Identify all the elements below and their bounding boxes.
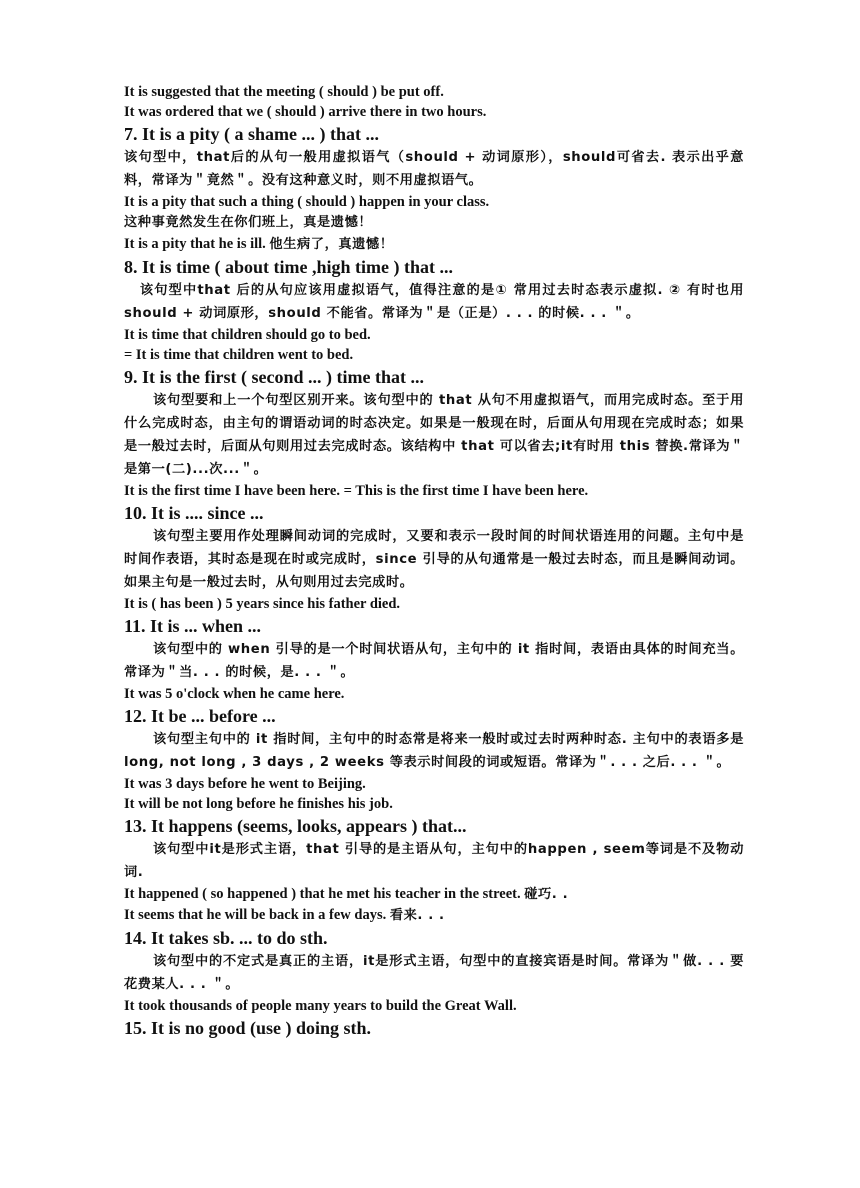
example-sentence: It will be not long before he finishes his job. — [124, 796, 393, 812]
example-translation: 看来. . . — [389, 908, 445, 923]
example-sentence: It was 3 days before he went to Beijing. — [124, 776, 366, 792]
section-explanation-14: 该句型中的不定式是真正的主语，it是形式主语，句型中的直接宾语是时间。常译为＂做. . . 要花费某人. . . ＂。 — [124, 954, 744, 992]
example-sentence: It took thousands of people many years to build the Great Wall. — [124, 998, 517, 1014]
section-heading-7: 7. It is a pity ( a shame ... ) that ... — [124, 124, 379, 144]
example-sentence — [124, 884, 744, 905]
example-translation: 这种事竟然发生在你们班上，真是遗憾！ — [124, 215, 373, 230]
section-explanation-9: 该句型要和上一个句型区别开来。该句型中的 that 从句不用虚拟语气，而用完成时态。至于用什么完成时态，由主句的谓语动词的时态决定。如果是一般现在时，后面从句用现在完成时态；如果是一般过去时，后面从句则用过去完成时态。该结构中 that 可以省去;it有时用 this 替换.常译为＂是第一(二)...次...＂。 — [124, 393, 744, 477]
example-sentence: It is time that children should go to bed. — [124, 327, 371, 343]
example-sentence: It was ordered that we ( should ) arrive there in two hours. — [124, 104, 487, 120]
section-explanation-7: 该句型中，that后的从句一般用虚拟语气（should + 动词原形），should可省去. 表示出乎意料，常译为＂竟然＂。没有这种意义时，则不用虚拟语气。 — [124, 150, 744, 188]
section-explanation-13: 该句型中it是形式主语，that 引导的是主语从句，主句中的happen , seem等词是不及物动词. — [124, 842, 744, 880]
example-english: It seems that he will be back in a few days. — [124, 907, 387, 923]
example-sentence: It is the first time I have been here. = This is the first time I have been here. — [124, 483, 589, 499]
section-heading-8: 8. It is time ( about time ,high time ) that ... — [124, 257, 453, 277]
section-explanation-10: 该句型主要用作处理瞬间动词的完成时，又要和表示一段时间的时间状语连用的问题。主句中是时间作表语，其时态是现在时或完成时，since 引导的从句通常是一般过去时态，而且是瞬间动词。如果主句是一般过去时，从句则用过去完成时。 — [124, 529, 744, 590]
section-heading-12: 12. It be ... before ... — [124, 706, 276, 726]
section-heading-9: 9. It is the first ( second ... ) time that ... — [124, 367, 424, 387]
example-english: It is a pity that he is ill. — [124, 236, 266, 252]
section-heading-13: 13. It happens (seems, looks, appears ) that... — [124, 816, 467, 836]
example-sentence — [124, 234, 744, 255]
section-explanation-12: 该句型主句中的 it 指时间，主句中的时态常是将来一般时或过去时两种时态. 主句中的表语多是long, not long , 3 days , 2 weeks 等表示时间段的词或短语。常译为＂. . . 之后. . . ＂。 — [124, 732, 744, 770]
example-sentence: = It is time that children went to bed. — [124, 347, 354, 363]
section-heading-11: 11. It is ... when ... — [124, 616, 262, 636]
example-translation: 他生病了，真遗憾！ — [269, 237, 394, 252]
example-english: It happened ( so happened ) that he met his teacher in the street. — [124, 886, 521, 902]
document-page — [124, 82, 744, 1040]
example-sentence: It is suggested that the meeting ( should ) be put off. — [124, 84, 444, 100]
section-heading-10: 10. It is .... since ... — [124, 503, 264, 523]
section-explanation-11: 该句型中的 when 引导的是一个时间状语从句，主句中的 it 指时间，表语由具体的时间充当。常译为＂当. . . 的时候，是. . . ＂。 — [124, 642, 744, 680]
example-sentence: It is ( has been ) 5 years since his father died. — [124, 596, 401, 612]
example-sentence: It is a pity that such a thing ( should ) happen in your class. — [124, 194, 490, 210]
section-explanation-8: 该句型中that 后的从句应该用虚拟语气，值得注意的是① 常用过去时态表示虚拟. ② 有时也用should + 动词原形，should 不能省。常译为＂是（正是）. . . 的时候. . . ＂。 — [124, 283, 744, 321]
section-heading-14: 14. It takes sb. ... to do sth. — [124, 928, 328, 948]
example-sentence: It was 5 o'clock when he came here. — [124, 686, 345, 702]
example-translation: 碰巧. . — [524, 887, 569, 902]
example-sentence — [124, 905, 744, 926]
section-heading-15: 15. It is no good (use ) doing sth. — [124, 1018, 372, 1038]
